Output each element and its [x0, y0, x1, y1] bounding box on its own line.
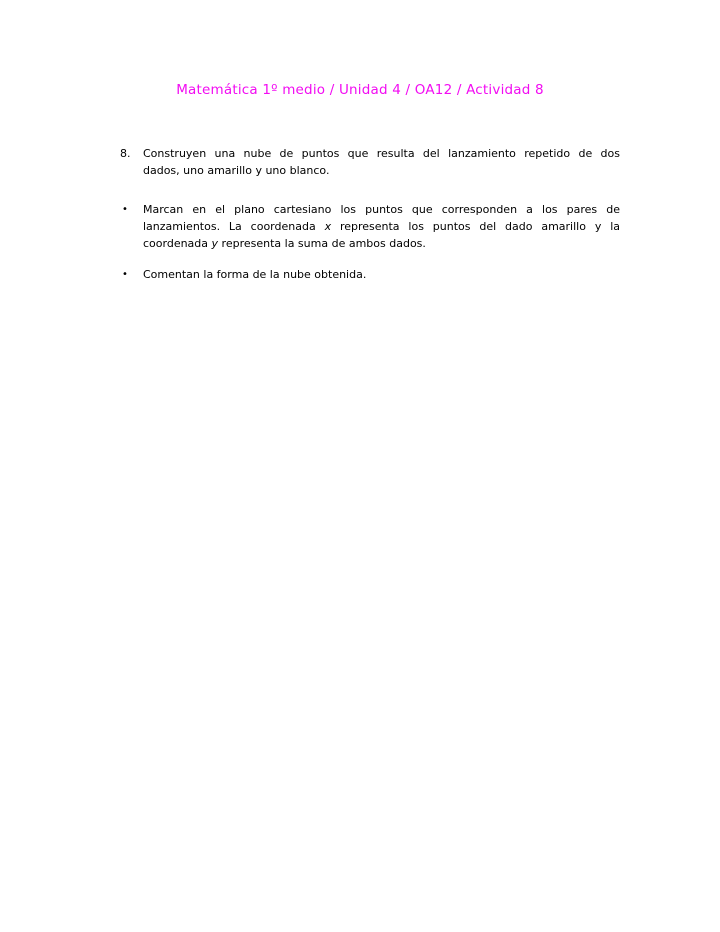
numbered-item: [120, 145, 620, 179]
text-line: [143, 201, 620, 218]
text-line: [143, 266, 620, 283]
text-segment: representa la suma de ambos dados.: [218, 237, 426, 250]
item-number: 8.: [120, 147, 131, 160]
item-text: [143, 266, 620, 283]
text-line: [143, 235, 620, 252]
text-line: [143, 162, 620, 179]
item-text: [143, 201, 620, 252]
bullet-icon: •: [122, 269, 128, 280]
bullet-item: [120, 201, 620, 252]
page-title: Matemática 1º medio / Unidad 4 / OA12 / Actividad 8: [176, 82, 544, 98]
text-segment: coordenada: [143, 237, 212, 250]
text-line: [143, 145, 620, 162]
activity-list: [120, 145, 620, 283]
text-segment: Comentan la forma de la nube obtenida.: [143, 268, 367, 281]
text-segment: lanzamientos. La coordenada: [143, 220, 325, 233]
text-segment: Construyen una nube de puntos que resulta del lanzamiento repetido de dos: [143, 147, 620, 160]
item-text: [143, 145, 620, 179]
bullet-icon: •: [122, 204, 128, 215]
text-line: [143, 218, 620, 235]
text-segment: Marcan en el plano cartesiano los puntos que corresponden a los pares de: [143, 203, 620, 216]
variable-text: y: [211, 237, 219, 250]
bullet-item: [120, 266, 620, 283]
text-segment: representa los puntos del dado amarillo y la: [331, 220, 620, 233]
text-segment: dados, uno amarillo y uno blanco.: [143, 164, 330, 177]
variable-text: x: [324, 220, 332, 233]
